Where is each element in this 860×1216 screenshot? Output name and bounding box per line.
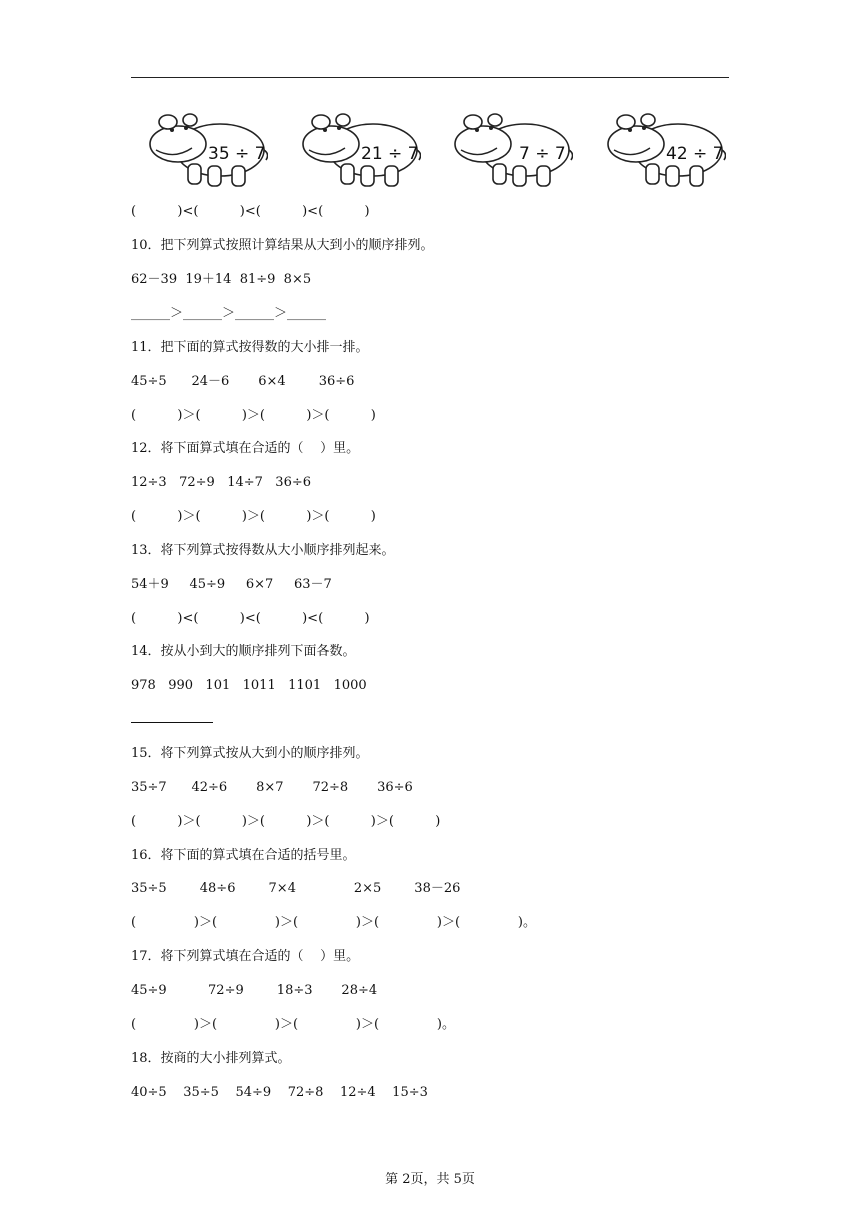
- q12-title: 12．将下面算式填在合适的（ ）里。: [131, 441, 360, 456]
- q14-numbers: 978 990 101 1011 1101 1000: [131, 678, 367, 693]
- q11-expressions: 45÷5 24－6 6×4 36÷6: [131, 374, 355, 389]
- q12-answer-line[interactable]: ( )＞( )＞( )＞( ): [131, 509, 376, 524]
- q10-expressions: 62－39 19＋14 81÷9 8×5: [131, 272, 312, 287]
- q17-answer-line[interactable]: ( )＞( )＞( )＞( )。: [131, 1017, 455, 1032]
- q16-title: 16．将下面的算式填在合适的括号里。: [131, 848, 356, 863]
- hippo-image-2: [291, 106, 421, 190]
- q16-expressions: 35÷5 48÷6 7×4 2×5 38－26: [131, 881, 461, 896]
- hippo-row: [138, 106, 728, 190]
- q10-title: 10．把下列算式按照计算结果从大到小的顺序排列。: [131, 238, 434, 253]
- header-rule: [131, 77, 729, 78]
- q11-answer-line[interactable]: ( )＞( )＞( )＞( ): [131, 408, 376, 423]
- hippo-image-4: [596, 106, 726, 190]
- q13-answer-line[interactable]: ( )<( )<( )<( ): [131, 611, 370, 626]
- q13-expressions: 54＋9 45÷9 6×7 63－7: [131, 577, 332, 592]
- q15-answer-line[interactable]: ( )＞( )＞( )＞( )＞( ): [131, 814, 441, 829]
- hippo-label-1: 35 ÷ 7: [208, 144, 266, 164]
- q13-title: 13．将下列算式按得数从大小顺序排列起来。: [131, 543, 395, 558]
- q11-title: 11．把下面的算式按得数的大小排一排。: [131, 340, 369, 355]
- q16-answer-line[interactable]: ( )＞( )＞( )＞( )＞( )。: [131, 915, 536, 930]
- q10-answer-line[interactable]: ______＞______＞______＞______: [131, 306, 327, 321]
- hippo-label-4: 42 ÷ 7: [666, 144, 724, 164]
- q12-expressions: 12÷3 72÷9 14÷7 36÷6: [131, 475, 312, 490]
- q9-answer-line[interactable]: ( )<( )<( )<( ): [131, 204, 370, 219]
- q17-expressions: 45÷9 72÷9 18÷3 28÷4: [131, 983, 378, 998]
- page-footer: 第 2页，共 5页: [385, 1172, 475, 1187]
- q17-title: 17．将下列算式填在合适的（ ）里。: [131, 949, 360, 964]
- hippo-image-1: [138, 106, 268, 190]
- hippo-image-3: [443, 106, 573, 190]
- q15-title: 15．将下列算式按从大到小的顺序排列。: [131, 746, 369, 761]
- q15-expressions: 35÷7 42÷6 8×7 72÷8 36÷6: [131, 780, 413, 795]
- q14-title: 14．按从小到大的顺序排列下面各数。: [131, 644, 356, 659]
- hippo-label-2: 21 ÷ 7: [361, 144, 419, 164]
- hippo-label-3: 7 ÷ 7: [519, 144, 566, 164]
- q14-answer-blank[interactable]: [131, 722, 213, 723]
- q18-title: 18．按商的大小排列算式。: [131, 1051, 291, 1066]
- q18-expressions: 40÷5 35÷5 54÷9 72÷8 12÷4 15÷3: [131, 1085, 428, 1100]
